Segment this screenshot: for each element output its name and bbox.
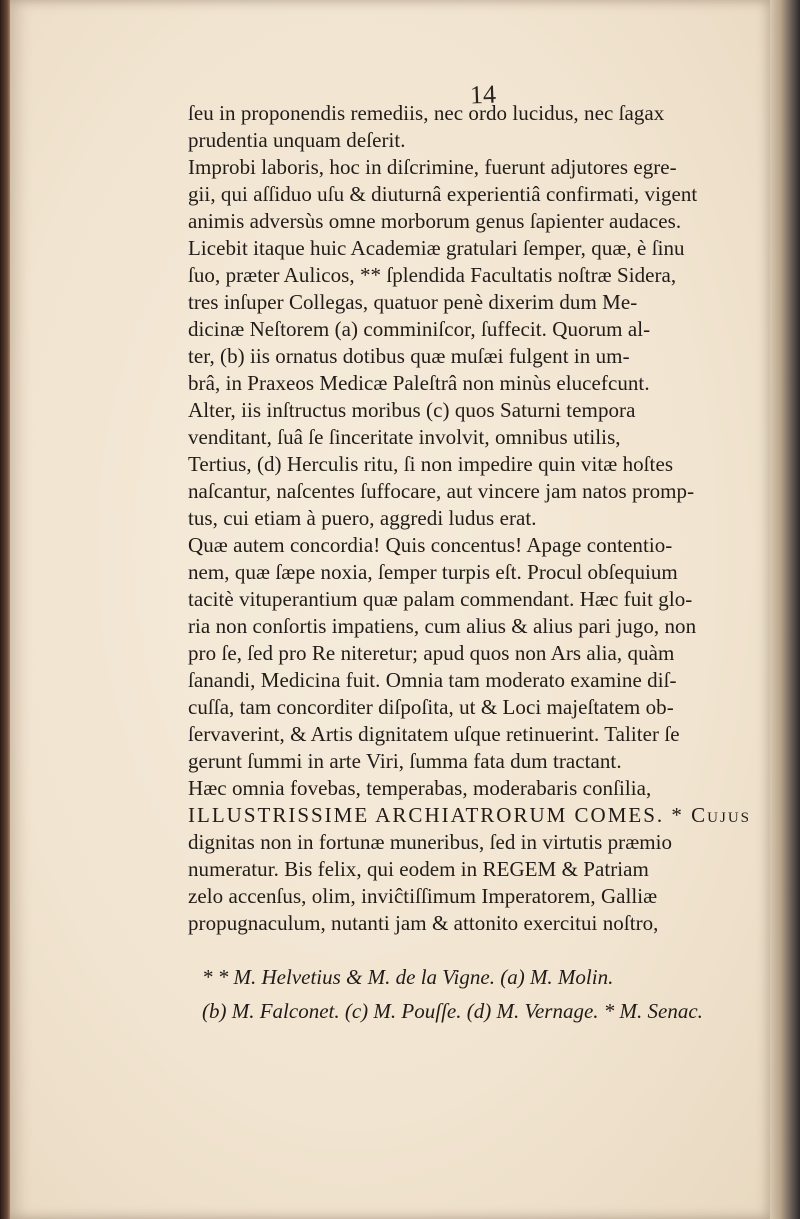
footnotes [202, 960, 772, 1028]
text-line: naſcantur, naſcentes ſuffocare, aut vincere jam natos promp- [188, 479, 695, 503]
text-line: ria non conſortis impatiens, cum alius & alius pari jugo, non [188, 614, 697, 638]
text-line: Licebit itaque huic Academiæ gratulari ſemper, quæ, è ſinu [188, 236, 685, 260]
text-line: Tertius, (d) Herculis ritu, ſi non impedire quin vitæ hoſtes [188, 452, 674, 476]
text-line: gerunt ſummi in arte Viri, ſumma fata dum tractant. [188, 749, 622, 773]
text-line: tus, cui etiam à puero, aggredi ludus erat. [188, 506, 537, 530]
text-line: pro ſe, ſed pro Re niteretur; apud quos non Ars alia, quàm [188, 641, 675, 665]
text-line: Hæc omnia fovebas, temperabas, moderabaris conſilia, [188, 776, 652, 800]
text-line: ſeu in proponendis remediis, nec ordo lucidus, nec ſagax [188, 101, 665, 125]
text-line: propugnaculum, nutanti jam & attonito exercitui noſtro, [188, 911, 659, 935]
text-line-dedication: ILLUSTRISSIME ARCHIATRORUM COMES. * Cujus [188, 803, 751, 827]
text-line: ſervaverint, & Artis dignitatem uſque retinuerint. Taliter ſe [188, 722, 680, 746]
text-line: prudentia unquam deſerit. [188, 128, 406, 152]
text-line: ſuo, præter Aulicos, ** ſplendida Facultatis noſtræ Sidera, [188, 263, 677, 287]
text-line: dicinæ Neſtorem (a) comminiſcor, ſuffecit. Quorum al- [188, 317, 651, 341]
text-line: zelo accenſus, olim, inviĉtiſſimum Imperatorem, Galliæ [188, 884, 658, 908]
text-line: ſanandi, Medicina fuit. Omnia tam moderato examine diſ- [188, 668, 677, 692]
text-line: nem, quæ ſæpe noxia, ſemper turpis eſt. Procul obſequium [188, 560, 678, 584]
text-line: cuſſa, tam concorditer diſpoſita, ut & Loci majeſtatem ob- [188, 695, 674, 719]
text-line: gii, qui aſſiduo uſu & diuturnâ experientiâ confirmati, vigent [188, 182, 698, 206]
text-line: tres inſuper Collegas, quatuor penè dixerim dum Me- [188, 290, 638, 314]
text-line: Quæ autem concordia! Quis concentus! Apage contentio- [188, 533, 673, 557]
text-line: dignitas non in fortunæ muneribus, ſed in virtutis præmio [188, 830, 673, 854]
text-line: tacitè vituperantium quæ palam commendant. Hæc fuit glo- [188, 587, 693, 611]
text-line: venditant, ſuâ ſe ſinceritate involvit, omnibus utilis, [188, 425, 621, 449]
text-line: brâ, in Praxeos Medicæ Paleſtrâ non minùs elucefcunt. [188, 371, 650, 395]
footnote-line: * * M. Helvetius & M. de la Vigne. (a) M. Molin. [202, 965, 614, 989]
page-number: 14 [469, 79, 497, 110]
text-line: Improbi laboris, hoc in diſcrimine, fuerunt adjutores egre- [188, 155, 677, 179]
text-line: ter, (b) iis ornatus dotibus quæ muſæi fulgent in um- [188, 344, 630, 368]
page-edge-right [770, 0, 800, 1219]
text-line: numeratur. Bis felix, qui eodem in REGEM & Patriam [188, 857, 649, 881]
footnote-line: (b) M. Falconet. (c) M. Pouſſe. (d) M. Vernage. * M. Senac. [202, 999, 703, 1023]
body-text [188, 100, 773, 937]
text-line: Alter, iis inſtructus moribus (c) quos Saturni tempora [188, 398, 636, 422]
text-line: animis adversùs omne morborum genus ſapienter audaces. [188, 209, 682, 233]
